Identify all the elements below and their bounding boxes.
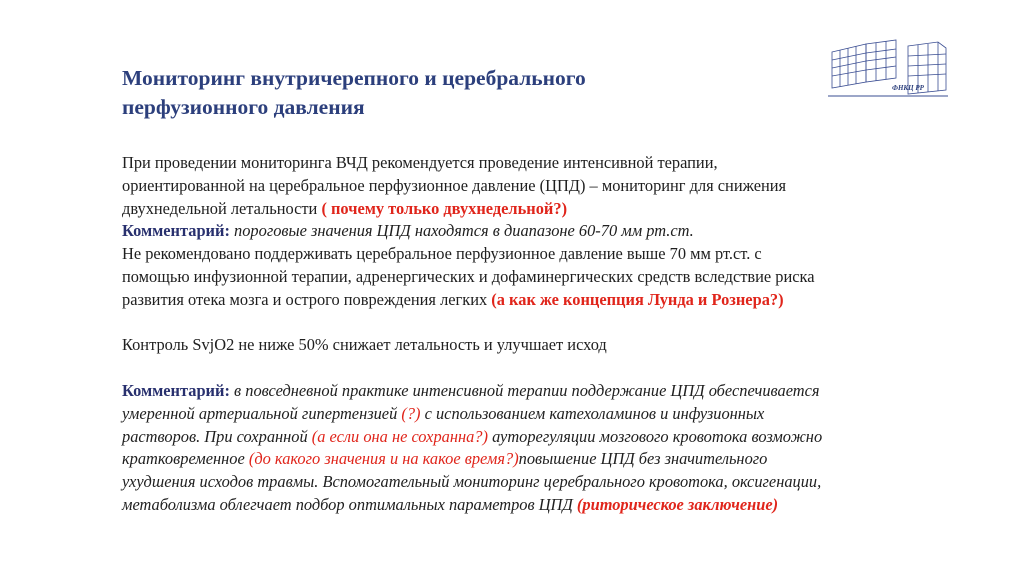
comment-2-line-4-b: повышение ЦПД без значительного [518,449,768,469]
comment-1-label: Комментарий: [122,221,230,241]
comment-2-line-3-b: ауторегуляции мозгового кровотока возможно [492,426,823,446]
comment-2-line-2-b: с использованием катехоламинов и инфузионных [424,403,765,423]
comment-2-line-2-a: умеренной артериальной гипертензией [122,403,398,423]
comment-2-line-4-a: кратковременное [122,449,245,469]
title-line-2: перфузионного давления [122,95,365,119]
comment-2-red-note-3: (риторическое заключение) [576,494,779,514]
comment-2-line-5: ухудшения исходов травмы. Вспомогательный мониторинг церебрального кровотока, оксигенации, [122,472,822,492]
p1-line-1: При проведении мониторинга ВЧД рекомендуется проведение интенсивной терапии, [122,153,718,172]
comment-1-text: пороговые значения ЦПД находятся в диапазоне 60-70 мм рт.ст. [234,221,694,241]
comment-2-label: Комментарий: [122,380,230,400]
p2-line-3 [122,289,942,312]
comment-1 [122,220,942,243]
p2-line-1: Не рекомендовано поддерживать церебральное перфузионное давление выше 70 мм рт.ст. с [122,244,762,264]
comment-2-red-note-1: (а если она не сохранна?) [311,426,488,446]
comment-2-red-question-mark: (?) [401,403,421,423]
p1-line-2: ориентированной на церебральное перфузионное давление (ЦПД) – мониторинг для снижения [122,175,787,195]
p1-line-3-text: двухнедельной летальности [122,198,318,218]
p2-line-3-text: развития отека мозга и острого повреждения легких [122,289,488,309]
comment-2-line-3-a: растворов. При сохранной [122,426,308,446]
comment-2-line-3 [122,426,942,449]
hospital-building-logo [826,38,950,100]
p1-red-question: ( почему только двухнедельной?) [321,198,568,218]
comment-2-line-1 [122,380,942,403]
comment-2-line-2 [122,403,942,426]
comment-2-red-note-2: (до какого значения и на какое время?) [248,449,519,469]
page-title [122,64,782,122]
p1-line-3 [122,198,942,221]
title-line-1: Мониторинг внутричерепного и церебрального [122,66,586,90]
comment-2-line-1-text: в повседневной практике интенсивной терапии поддержание ЦПД обеспечивается [234,380,820,400]
comment-2-line-6-a: метаболизма облегчает подбор оптимальных параметров ЦПД [122,494,573,514]
comment-2-line-4 [122,448,942,471]
p3-line: Контроль SvjO2 не ниже 50% снижает летальность и улучшает исход [122,335,607,355]
p2-line-2: помощью инфузионной терапии, адренергических и дофаминергических средств вследствие риска [122,266,815,286]
logo-caption: ФНКЦ РР [892,84,924,92]
p2-red-question: (а как же концепция Лунда и Рознера?) [491,289,784,309]
slide-body [122,152,942,517]
comment-2-line-6 [122,494,942,517]
